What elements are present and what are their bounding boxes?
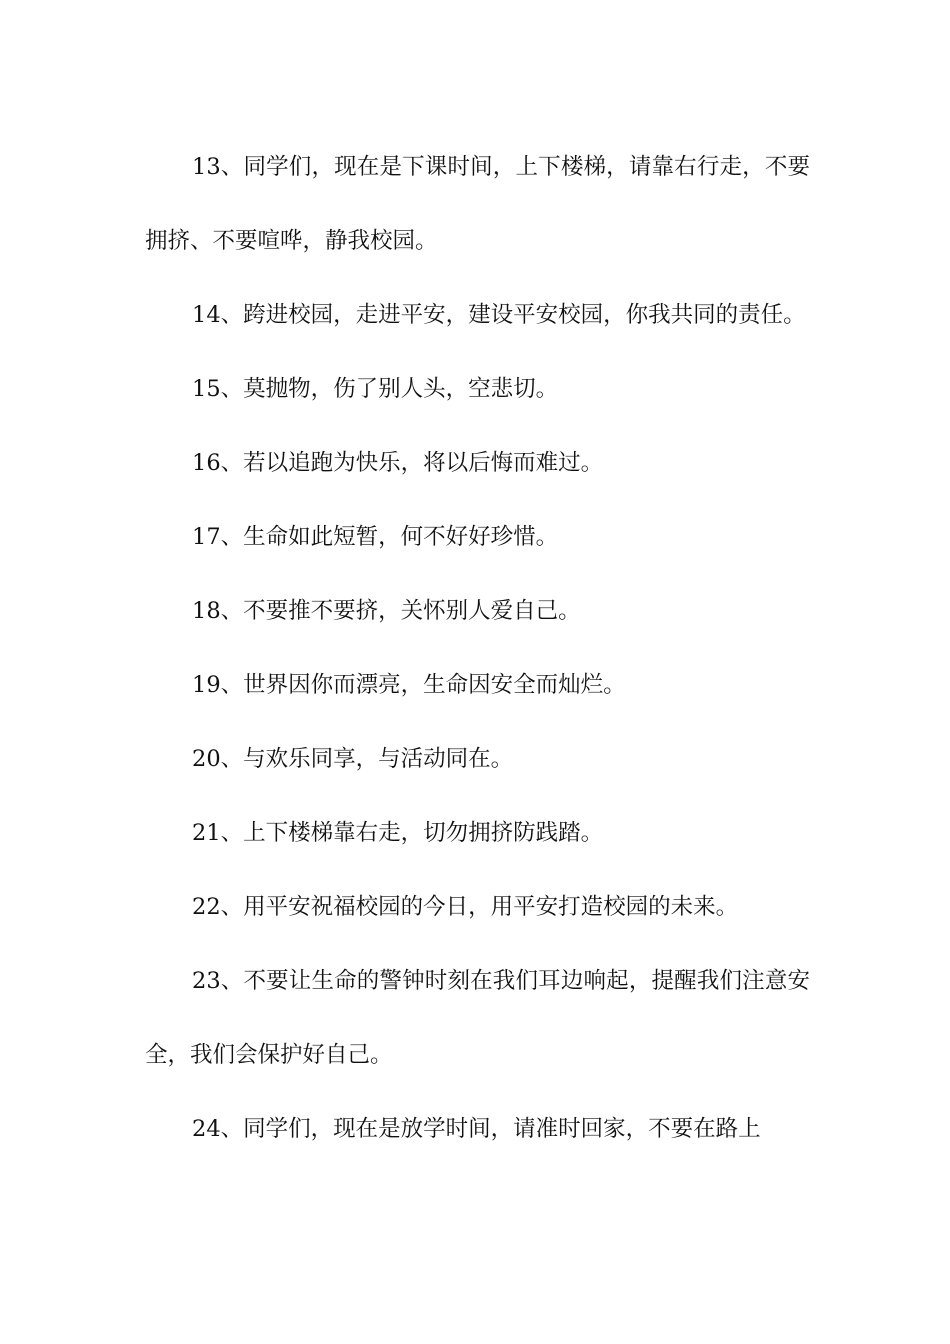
paragraph-17: 17、生命如此短暂，何不好好珍惜。 (192, 524, 559, 550)
paragraph-20: 20、与欢乐同享，与活动同在。 (192, 746, 514, 772)
paragraph-21: 21、上下楼梯靠右走，切勿拥挤防践踏。 (192, 820, 604, 846)
paragraph-19: 19、世界因你而漂亮，生命因安全而灿烂。 (192, 672, 626, 698)
paragraph-22: 22、用平安祝福校园的今日，用平安打造校园的未来。 (192, 894, 739, 920)
paragraph-24: 24、同学们，现在是放学时间，请准时回家，不要在路上 (192, 1116, 761, 1142)
paragraph-23: 23、不要让生命的警钟时刻在我们耳边响起，提醒我们注意安全，我们会保护好自己。 (145, 968, 810, 1068)
paragraph-16: 16、若以追跑为快乐，将以后悔而难过。 (192, 450, 604, 476)
paragraph-13: 13、同学们，现在是下课时间，上下楼梯，请靠右行走，不要拥挤、不要喧哗，静我校园。 (145, 154, 810, 254)
paragraph-18: 18、不要推不要挤，关怀别人爱自己。 (192, 598, 581, 624)
document-body (145, 130, 810, 1166)
paragraph-14: 14、跨进校园，走进平安，建设平安校园，你我共同的责任。 (192, 302, 806, 328)
paragraph-15: 15、莫抛物，伤了别人头，空悲切。 (192, 376, 559, 402)
